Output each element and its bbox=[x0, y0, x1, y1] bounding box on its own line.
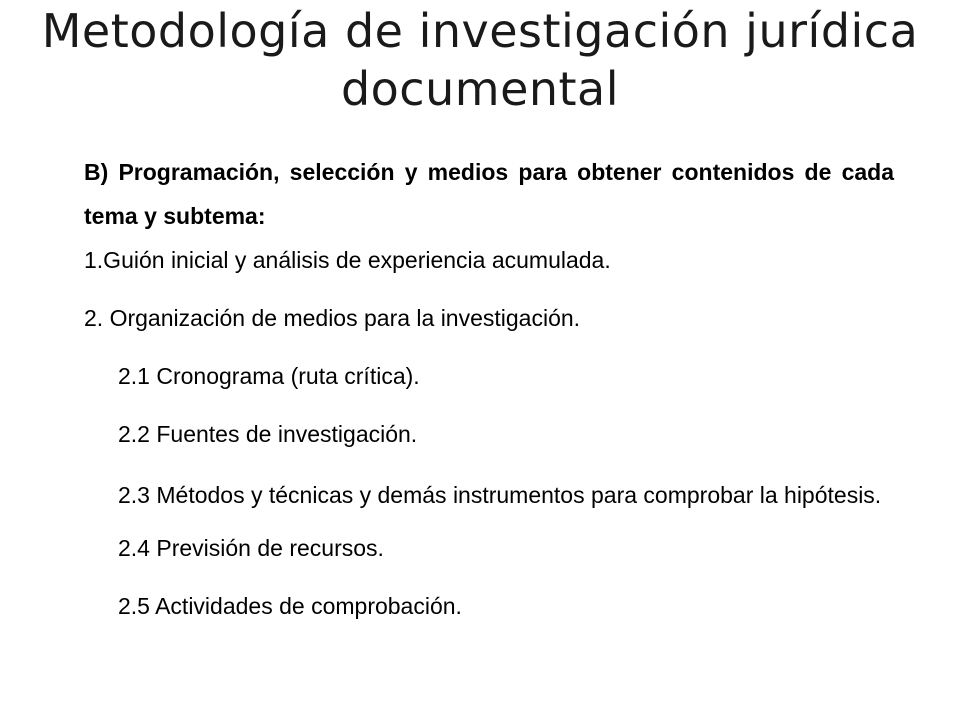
slide-title: Metodología de investigación jurídica documental bbox=[41, 4, 919, 116]
list-item-2-1: 2.1 Cronograma (ruta crítica). bbox=[118, 363, 420, 389]
section-heading: B) Programación, selección y medios para obtener contenidos de cada tema y subtema: bbox=[84, 159, 894, 229]
list-item-1: 1.Guión inicial y análisis de experiencia acumulada. bbox=[84, 247, 611, 273]
list-item-2-5: 2.5 Actividades de comprobación. bbox=[118, 593, 462, 619]
list-item-2-3: 2.3 Métodos y técnicas y demás instrumentos para comprobar la hipótesis. bbox=[118, 482, 882, 508]
list-item-2-2: 2.2 Fuentes de investigación. bbox=[118, 421, 418, 447]
list-item-2: 2. Organización de medios para la investigación. bbox=[84, 305, 581, 331]
list-item-2-4: 2.4 Previsión de recursos. bbox=[118, 535, 384, 561]
slide-body bbox=[84, 150, 894, 650]
